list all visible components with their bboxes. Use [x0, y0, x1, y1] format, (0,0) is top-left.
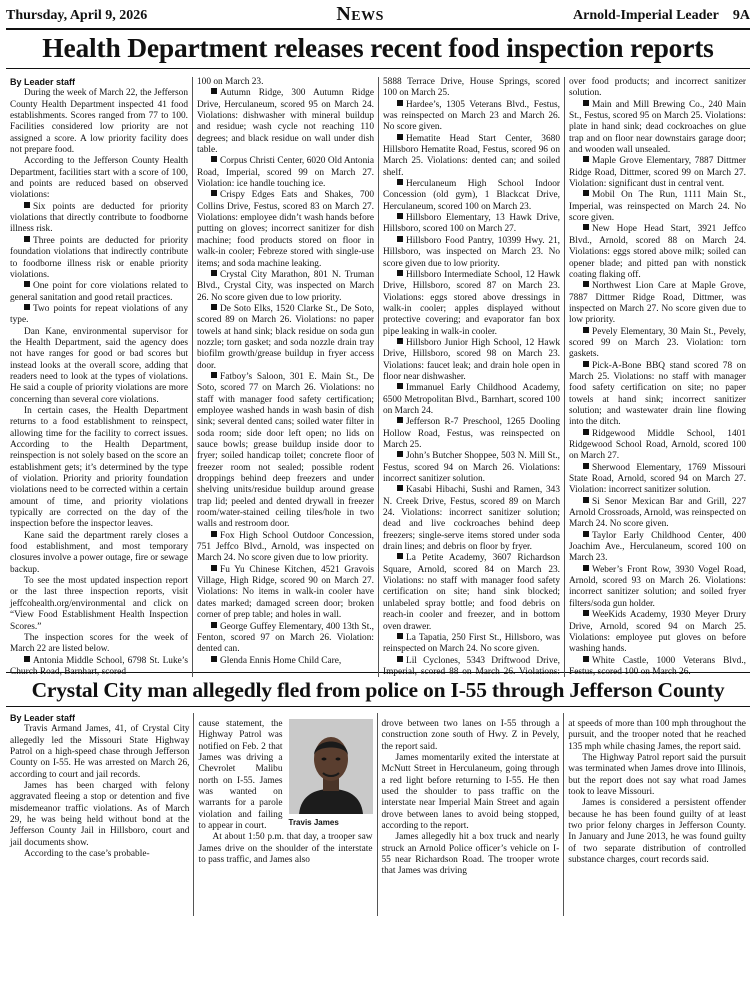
list-item: Pevely Elementary, 30 Main St., Pevely, scored 99 on March 23. Violation: torn gaskets. — [569, 326, 746, 360]
bullet-icon — [583, 531, 589, 537]
bullet-icon — [211, 656, 217, 662]
list-item: Six points are deducted for priority violations that directly contribute to foodborne illness risk. — [10, 201, 188, 235]
list-item: Fox High School Outdoor Concession, 751 Jeffco Blvd., Arnold, was inspected on March 24. No score given due to low priority. — [197, 530, 374, 564]
list-item: White Castle, 1000 Veterans Blvd., Festus, scored 100 on March 26. — [569, 655, 746, 677]
paragraph: cause statement, the Highway Patrol was notified on Feb. 2 that James was driving a Chevrolet Malibu north on I-55. James was wanted on warrants for a parole violation and failing to appear in court. — [198, 719, 283, 832]
bullet-icon — [211, 270, 217, 276]
story2-column-2 — [193, 713, 376, 916]
bullet-icon — [583, 100, 589, 106]
list-item: Immanuel Early Childhood Academy, 6500 Metropolitan Blvd., Barnhart, scored 100 on March 24. — [383, 383, 560, 416]
story1-column-4 — [564, 77, 750, 677]
bullet-icon — [397, 213, 403, 219]
bullet-icon — [583, 463, 589, 469]
list-item: Maple Grove Elementary, 7887 Dittmer Ridge Road, Dittmer, scored 99 on March 27. Violation: significant dust in central vent. — [569, 156, 746, 190]
bullet-icon — [583, 156, 589, 162]
issue-date: Thursday, April 9, 2026 — [6, 8, 148, 23]
bullet-icon — [583, 281, 589, 287]
list-item: George Guffey Elementary, 400 13th St., Fenton, scored 97 on March 26. Violation: dented can. — [197, 621, 374, 655]
bullet-icon — [397, 338, 403, 344]
bullet-icon — [211, 565, 217, 571]
list-item: Hillsboro Intermediate School, 12 Hawk Drive, Hillsboro, scored 87 on March 23. Violations: eggs stored above dressings in walk-in cooler; apples displayed without protective covering; and evaporator fan box pipe leaking in walk-in cooler. — [383, 269, 560, 337]
paper-name: Arnold-Imperial Leader — [573, 8, 719, 23]
bullet-icon — [211, 304, 217, 310]
bullet-icon — [24, 281, 30, 287]
paragraph: According to the Jefferson County Health Department, facilities start with a score of 100, and points are reduced based on observed violations: — [10, 156, 188, 201]
bullet-icon — [211, 156, 217, 162]
list-item: Hillsboro Junior High School, 12 Hawk Drive, Hillsboro, scored 98 on March 23. Violations: faucet leak; and drain hole open in floor near dishwasher. — [383, 337, 560, 382]
story1-columns — [6, 77, 750, 677]
list-item: Mobil On The Run, 1111 Main St., Imperial, was reinspected on March 24. No score given. — [569, 190, 746, 224]
story2-column-3 — [377, 713, 564, 916]
story1-column-3 — [378, 77, 564, 677]
paragraph: Travis Armand James, 41, of Crystal City allegedly led the Missouri State Highway Patrol on a high-speed chase through Jefferson County on I-55. He was arrested on March 26, according to court and jail records. — [10, 724, 190, 780]
bullet-icon — [397, 100, 403, 106]
list-item: Herculaneum High School Indoor Concession (old gym), 1 Blackcat Drive, Herculaneum, scored 100 on March 23. — [383, 179, 560, 212]
list-item: Crystal City Marathon, 801 N. Truman Blvd., Crystal City, was inspected on March 26. No score given due to low priority. — [197, 269, 374, 303]
paragraph: In certain cases, the Health Department returns to a food establishment to reinspect, allowing time for the facility to correct issues. According to the Health Department, reinspection is not solely based on the score an establishment gets; it’s determined by the type of violation. Priority and priority foundation violations need to be corrected within a certain amount of time, and priority violations typically are corrected on the day of the inspection before the inspector leaves. — [10, 405, 188, 530]
bullet-icon — [397, 633, 403, 639]
bullet-icon — [583, 497, 589, 503]
bullet-icon — [583, 224, 589, 230]
story2-byline: By Leader staff — [10, 713, 76, 723]
paragraph: 100 on March 23. — [197, 77, 264, 87]
list-item: Northwest Lion Care at Maple Grove, 7887 Dittmer Ridge Road, Dittmer, was inspected on March 27. No score given due to low priority. — [569, 281, 746, 326]
paragraph: To see the most updated inspection report or the last three inspection reports, visit jeffcohealth.org/environmental and click on “View Food Establishment Health Inspection Scores.” — [10, 576, 188, 632]
paragraph: James is considered a persistent offender because he has been found guilty of at least two prior felony charges in Jefferson County. In January and June 2013, he was found guilty of two separate distribution of controlled substance charges, court records said. — [568, 798, 746, 866]
bullet-icon — [24, 304, 30, 310]
list-item: Jefferson R-7 Preschool, 1265 Dooling Hollow Road, Festus, was reinspected on March 25. — [383, 417, 560, 450]
story2-column-4 — [563, 713, 750, 916]
list-item: Hematite Head Start Center, 3680 Hillsboro Hematite Road, Festus, scored 96 on March 25. Violations: dented can; and soiled shelf. — [383, 133, 560, 178]
story2-headline: Crystal City man allegedly fled from police on I-55 through Jefferson County — [6, 672, 750, 707]
bullet-icon — [583, 656, 589, 662]
story1-column-2 — [192, 77, 378, 677]
bullet-icon — [397, 236, 403, 242]
list-item: La Tapatia, 250 First St., Hillsboro, was reinspected on March 24. No score given. — [383, 632, 560, 655]
list-item: De Soto Elks, 1520 Clarke St., De Soto, scored 89 on March 26. Violations: no paper towels at hand sink; black residue on soda gun nozzle; torn gasket; and soda nozzle drain tray biofilm growth/grease buildup in fryer access door. — [197, 303, 374, 371]
bullet-icon — [211, 190, 217, 196]
bullet-icon — [211, 88, 217, 94]
paper-info — [573, 8, 750, 28]
paragraph: James allegedly hit a box truck and nearly struck an Arnold Police officer’s vehicle on I-55 near Richardson Road. The trooper wrote that James was driving — [381, 832, 560, 877]
paragraph: 5888 Terrace Drive, House Springs, scored 100 on March 25. — [383, 77, 560, 99]
bullet-icon — [583, 610, 589, 616]
paragraph: At about 1:50 p.m. that day, a trooper saw James drive on the shoulder of the interstate to pass traffic, and James also — [198, 832, 373, 866]
bullet-icon — [24, 656, 30, 662]
bullet-icon — [397, 553, 403, 559]
bullet-icon — [583, 190, 589, 196]
bullet-icon — [583, 429, 589, 435]
story2-columns — [6, 713, 750, 916]
paragraph: Dan Kane, environmental supervisor for the Health Department, said the agency does not have ranges for good or bad scores but instead looks at the overall score, adding that readers need to look at the types of violations. He said a couple of priority violations are more concerning than several core violations. — [10, 326, 188, 405]
bullet-icon — [397, 134, 403, 140]
list-item: Sherwood Elementary, 1769 Missouri State Road, Arnold, scored 94 on March 27. Violation: incorrect sanitizer solution. — [569, 462, 746, 496]
list-item: Taylor Early Childhood Center, 400 Joachim Ave., Herculaneum, scored 100 on March 23. — [569, 530, 746, 564]
paragraph: The inspection scores for the week of March 22 are listed below. — [10, 632, 188, 655]
bullet-icon — [211, 531, 217, 537]
bullet-icon — [24, 236, 30, 242]
bullet-icon — [397, 383, 403, 389]
list-item: Crispy Edges Eats and Shakes, 700 Collins Drive, Festus, scored 83 on March 27. Violations: employee didn’t wash hands before putting on gloves; incorrect sanitizer for dish machine; food products stored on floor in walk-in cooler; Febreze stored with single-use items; and soda machine leaking. — [197, 190, 374, 269]
bullet-icon — [211, 622, 217, 628]
list-item: Pick-A-Bone BBQ stand scored 78 on March 25. Violations: no staff with manager food safety certification on site; no paper towels at hand sink; incorrect sanitizer solution; and wastewater drain line flowing into the ditch. — [569, 360, 746, 428]
bullet-icon — [583, 327, 589, 333]
food-inspection-story — [6, 32, 750, 677]
paragraph: According to the case’s probable- — [24, 849, 150, 860]
list-item: WeeKids Academy, 1930 Meyer Drury Drive, Arnold, scored 94 on March 25. Violations: employee put gloves on before washing hands. — [569, 610, 746, 655]
paragraph: over food products; and incorrect sanitizer solution. — [569, 77, 746, 99]
list-item: New Hope Head Start, 3921 Jeffco Blvd., Arnold, scored 88 on March 24. Violations: eggs stored above milk; soiled can opener blade; and pitted pan with nonstick coating flaking off. — [569, 224, 746, 280]
bullet-icon — [583, 361, 589, 367]
list-item: Hillsboro Food Pantry, 10399 Hwy. 21, Hillsboro, was inspected on March 23. No score given due to low priority. — [383, 235, 560, 269]
bullet-icon — [397, 451, 403, 457]
list-item: Three points are deducted for priority foundation violations that indirectly contribute to foodborne illness risk or enable priority violations. — [10, 235, 188, 280]
page-folio — [6, 0, 750, 30]
section-name: News — [336, 3, 384, 25]
list-item: One point for core violations related to general sanitation and good retail practices. — [10, 281, 188, 303]
paragraph: James momentarily exited the interstate at McNutt Street in Herculaneum, going through a red light before returning to I-55. He then used the shoulder to pass traffic on the interstate near Imperial Main Street and again drove between lanes to avoid being stopped, according to the report. — [381, 753, 560, 832]
paragraph: Kane said the department rarely closes a food establishment, and most temporary closures involve a power outage, fire or sewage backup. — [10, 530, 188, 575]
list-item: Autumn Ridge, 300 Autumn Ridge Drive, Herculaneum, scored 95 on March 24. Violations: dishwasher with mineral buildup and residue; wash cycle not reaching 110 degrees; and black residue on wall under dish table. — [197, 88, 374, 156]
list-item: Ridgewood Middle School, 1401 Ridgewood School Road, Arnold, scored 100 on March 27. — [569, 428, 746, 462]
list-item: Corpus Christi Center, 6020 Old Antonia Road, Imperial, scored 99 on March 27. Violation: ice handle touching ice. — [197, 156, 374, 190]
list-item: Fatboy’s Saloon, 301 E. Main St., De Soto, scored 77 on March 26. Violations: no staff with manager food safety certification; employee washed hands in wash basin of dish sink; several dented cans; soiled water filter in soda room; side door left open; no lids on sauce bowls; grease buildup inside door to fryer; soiled handicap toilet; concrete floor of freezer room not sealed; possible rodent droppings behind deep freezers and under shelving units/residue buildup around grease trap lid; peeled and dented drywall in freezer room/water-stained ceiling tiles/hole in two walls and restroom door. — [197, 371, 374, 530]
list-item: Main and Mill Brewing Co., 240 Main St., Festus, scored 95 on March 25. Violations: plate in hand sink; dead cockroaches on glue trap and on floor near downstairs garage door; and wooden wall unsealed. — [569, 99, 746, 156]
story1-byline: By Leader staff — [10, 77, 76, 87]
list-item: La Petite Academy, 3607 Richardson Square, Arnold, scored 84 on March 23. Violations: no staff with manager food safety certification on site; hand sink blocked; unlabeled spray bottle; and food debris on reach-in cooler and freezer, and in bottom oven drawer. — [383, 553, 560, 632]
paragraph: During the week of March 22, the Jefferson County Health Department inspected 41 food establishments. Scores ranged from 77 to 100. Facilities considered low priority are not assigned a score. A low priority facility does not prepare food. — [10, 88, 188, 156]
story1-headline: Health Department releases recent food inspection reports — [6, 32, 750, 69]
bullet-icon — [211, 372, 217, 378]
bullet-icon — [24, 202, 30, 208]
bullet-icon — [397, 179, 403, 185]
bullet-icon — [397, 417, 403, 423]
story2-column-1 — [6, 713, 193, 916]
bullet-icon — [397, 270, 403, 276]
list-item: Kasabi Hibachi, Sushi and Ramen, 343 N. Creek Drive, Festus, scored 89 on March 24. Violations: incorrect sanitizer solution; dead and live cockroaches behind deep freezers; single-serve items stored under soda drain lines; and debris on floor by fryer. — [383, 485, 560, 553]
paragraph: James has been charged with felony aggravated fleeing a stop or detention and five misdemeanor traffic violations. As of March 29, he was being held without bond at the Jefferson County Jail in Hillsboro, court and jail documents show. — [10, 781, 190, 848]
police-chase-story — [6, 672, 750, 916]
list-item: John’s Butcher Shoppee, 503 N. Mill St., Festus, scored 94 on March 26. Violations: incorrect sanitizer solution. — [383, 451, 560, 485]
paragraph: drove between two lanes on I-55 through a construction zone south of Hwy. Z in Pevely, the report said. — [381, 719, 560, 752]
list-item: Hardee’s, 1305 Veterans Blvd., Festus, was reinspected on March 23 and March 26. No score given. — [383, 99, 560, 133]
bullet-icon — [397, 485, 403, 491]
list-item: Si Senor Mexican Bar and Grill, 227 Arnold Crossroads, Arnold, was reinspected on March 24. No score given. — [569, 496, 746, 530]
story1-column-1 — [6, 77, 192, 677]
paragraph: The Highway Patrol report said the pursuit was terminated when James drove into Illinois, but the report does not say what road James took to leave Missouri. — [568, 753, 746, 798]
list-item: Antonia Middle School, 6798 St. Luke’s Church Road, Barnhart, scored — [10, 655, 188, 677]
paragraph: at speeds of more than 100 mph throughout the pursuit, and the trooper noted that he reached 135 mph while chasing James, the report said. — [568, 719, 746, 752]
list-item: Weber’s Front Row, 3930 Vogel Road, Arnold, scored 93 on March 26. Violations: incorrect sanitizer solution; and soiled fryer filters/soda gun holder. — [569, 564, 746, 609]
list-item: Fu Yu Chinese Kitchen, 4521 Gravois Village, High Ridge, scored 90 on March 27. Violations: No items in walk-in cooler have dates marked; damaged screen door; broken corner of prep table; and holes in wall. — [197, 564, 374, 621]
list-item: Lil Cyclones, 5343 Driftwood Drive, Imperial, scored 88 on March 26. Violations: — [383, 655, 560, 677]
bullet-icon — [583, 565, 589, 571]
page-number: 9A — [732, 8, 750, 23]
list-item: Two points for repeat violations of any type. — [10, 303, 188, 326]
mugshot-photo — [289, 719, 373, 814]
list-item: Hillsboro Elementary, 13 Hawk Drive, Hillsboro, scored 100 on March 27. — [383, 213, 560, 235]
list-item: Glenda Ennis Home Child Care, — [197, 656, 374, 667]
photo-caption: Travis James — [288, 818, 339, 827]
portrait-icon — [289, 719, 373, 814]
bullet-icon — [397, 656, 403, 662]
mugshot-figure — [289, 719, 373, 828]
